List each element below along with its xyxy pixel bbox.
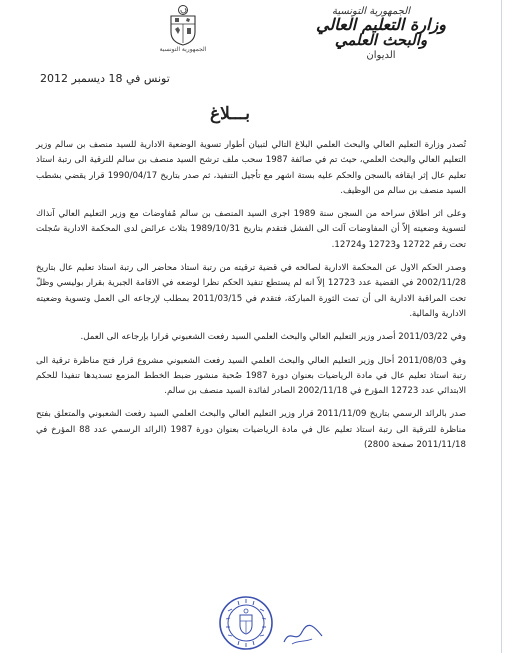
ministry-name-line1: وزارة التعليم العالي bbox=[316, 15, 446, 34]
paragraph: وصدر الحكم الاول عن المحكمة الادارية لصالحه في قضية ترقيته من رتبة استاذ محاضر الى رتبة استاذ تعليم عال بتاريخ 2002/11/28 في القضية عدد 12723 إلاّ انه لم يستطع تنفيذ الحكم نظرا لوضعه في الاقامة الجبرية بقرار بوليسي وظلّ تحت المراقبة الادارية الى أن تمت الثورة المباركة، فتقدم في 2011/03/15 بمطلب لإرجاعه الى العمل وتسوية وضعيته الادارية والمالية. bbox=[36, 263, 467, 319]
page-edge bbox=[501, 0, 502, 653]
ministry-round-stamp-icon bbox=[218, 595, 274, 651]
cabinet-label: الديوان bbox=[366, 50, 396, 61]
paragraph: وفي 2011/08/03 أحال وزير التعليم العالي والبحث العلمي السيد رفعت الشعبوني مشروع قرار فتح مناظرة ترقية الى رتبة استاذ تعليم عال في مادة الرياضيات بعنوان دورة 1987 صُحبة منشور ضبط الخطط المزمع تسديدها تنفيذا للحكم الابتدائي عدد 12723 المؤرخ في 2002/11/18 الصادر لفائدة السيد منصف بن سالم. bbox=[36, 355, 466, 397]
tunisia-coat-of-arms-icon bbox=[166, 4, 200, 46]
paragraph: تُصدر وزارة التعليم العالي والبحث العلمي البلاغ التالي لتبيان أطوار تسوية الوضعية الادارية للسيد منصف بن سالم وزير التعليم العالي والبحث العلمي، حيث تم في صائفة 1987 سحب ملف ترشح السيد منصف بن سالم للترقية الى رتبة استاذ تعليم عال إثر ايقافه بالسجن والحكم عليه بستة اشهر مع تأجيل التنفيذ، ثم صدر بتاريخ 1990/04/17 قرار يقضي بشطب السيد منصف بن سالم من الوظيف. bbox=[36, 140, 467, 196]
paragraph: صدر بالرائد الرسمي بتاريخ 2011/11/09 قرار وزير التعليم العالي والبحث العلمي السيد رفعت الشعبوني والمتعلق بفتح مناظرة للترقية الى رتبة استاذ تعليم عال في مادة الرياضيات بعنوان دورة 1987 (الرائد الرسمي عدد 88 المؤرخ في 2011/11/18 صفحة 2800) bbox=[36, 409, 466, 451]
document-date: تونس في 18 ديسمبر 2012 bbox=[40, 72, 170, 85]
signature-icon bbox=[282, 622, 324, 648]
ministry-name-line2: والبحث العلمي bbox=[334, 31, 428, 49]
paragraph: وفي 2011/03/22 أصدر وزير التعليم العالي والبحث العلمي السيد رفعت الشعبوني قرارا بإرجاعه الى العمل. bbox=[80, 332, 466, 343]
letterhead bbox=[306, 6, 456, 61]
document-body bbox=[36, 138, 466, 453]
republic-label: الجمهورية التونسية bbox=[331, 6, 411, 17]
emblem-caption: الجمهورية التونسية bbox=[159, 46, 207, 53]
paragraph: وعلى اثر اطلاق سراحه من السجن سنة 1989 اجرى السيد المنصف بن سالم مُفاوضات مع وزير التعليم العالي آنذاك لتسوية وضعيته إلاّ أن المفاوضات آلت الى الفشل فتقدم بتاريخ 1989/10/31 بثلاث عرائض لدى المحكمة الادارية سُجلت تحت رقم 12722 و12723 و12724. bbox=[36, 209, 467, 250]
document-title: بـــلاغ bbox=[210, 104, 250, 124]
